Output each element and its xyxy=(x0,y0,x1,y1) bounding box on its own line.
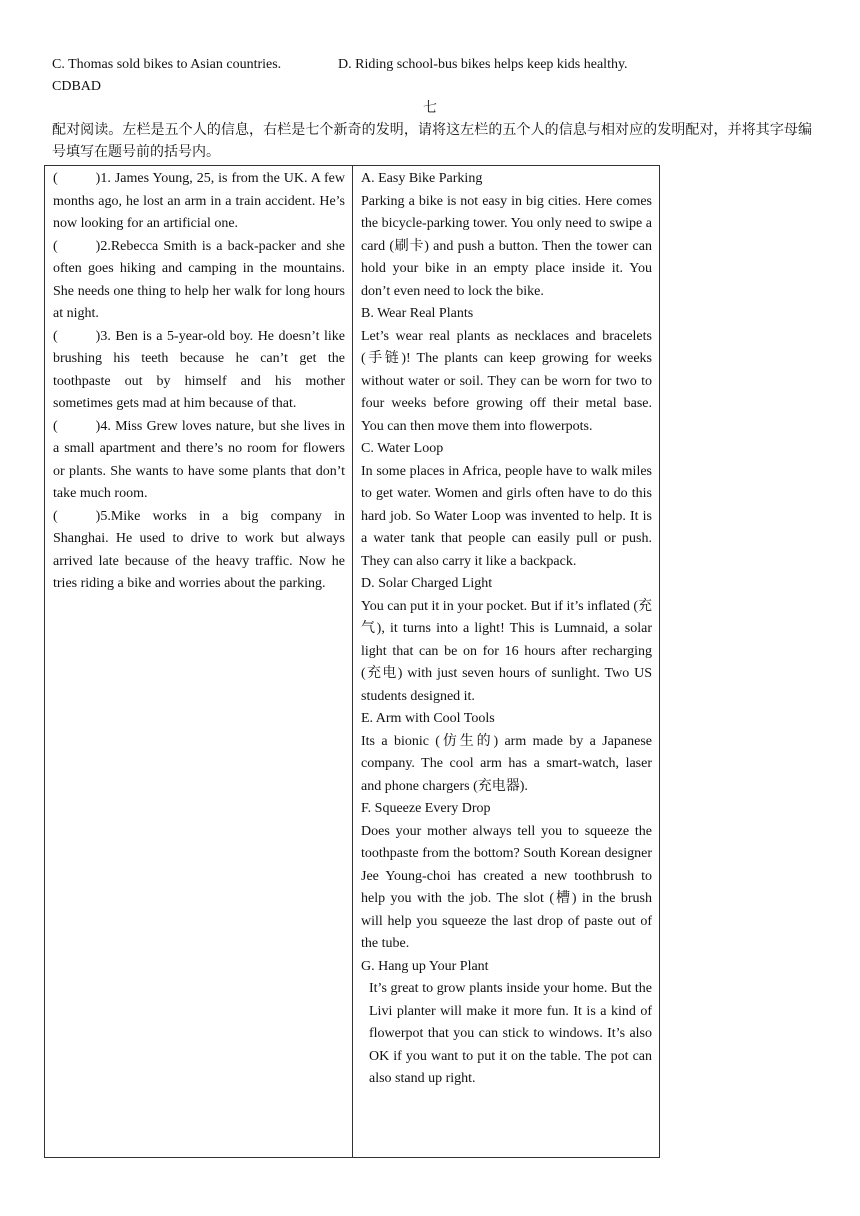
invention-text: Parking a bike is not easy in big cities. Here comes the bicycle-parking tower. You only need to swipe a card (刷卡) and push a button. Then the tower can hold your bike in an empty place inside it. You don’t even need to lock the bike. xyxy=(361,193,652,299)
question-number: )5. xyxy=(95,508,111,524)
answer-bracket-open: ( xyxy=(53,508,58,524)
option-d: D. Riding school-bus bikes helps keep kids healthy. xyxy=(338,57,628,72)
answer-bracket-open: ( xyxy=(53,238,58,254)
answer-bracket-open: ( xyxy=(53,171,58,186)
invention-title: B. Wear Real Plants xyxy=(361,306,474,321)
person-text: Miss Grew loves nature, but she lives in a small apartment and there’s no room for flowers or plants. She wants to have some plants that don’t take much room. xyxy=(53,418,346,501)
person-text: Rebecca Smith is a back-packer and she often goes hiking and camping in the mountains. She needs one thing to help her walk for long hours at night. xyxy=(53,238,345,321)
section-number: 七 xyxy=(423,101,437,116)
inventions-column xyxy=(353,166,660,1158)
invention-text: Does your mother always tell you to squeeze the toothpaste from the bottom? South Korean designer Jee Young-choi has created a new toothbrush to help you with the job. The slot (槽) in the brush will help you squeeze the last drop of paste out of the tube. xyxy=(361,823,652,951)
question-number: )4. xyxy=(95,418,111,434)
answer-bracket-open: ( xyxy=(53,418,58,434)
invention-title: A. Easy Bike Parking xyxy=(361,171,483,186)
question-number: )1. xyxy=(95,171,111,186)
option-c: C. Thomas sold bikes to Asian countries. xyxy=(52,57,282,72)
invention-text: You can put it in your pocket. But if it’s inflated (充气), it turns into a light! This is Lumnaid, a solar light that can be on for 16 hours after recharging (充电) with just seven hours of sunlight. Two US students designed it. xyxy=(361,598,652,704)
answer-key: CDBAD xyxy=(52,79,102,94)
invention-title: E. Arm with Cool Tools xyxy=(361,711,495,726)
person-item xyxy=(53,168,345,236)
section-instructions: 配对阅读。左栏是五个人的信息，右栏是七个新奇的发明，请将这左栏的五个人的信息与相对应的发明配对，并将其字母编号填写在题号前的括号内。 xyxy=(52,123,812,160)
invention-title: G. Hang up Your Plant xyxy=(361,958,489,974)
matching-table xyxy=(44,165,660,1158)
invention-title: F. Squeeze Every Drop xyxy=(361,801,491,816)
person-item xyxy=(53,236,345,326)
invention-text: Its a bionic (仿生的) arm made by a Japanese company. The cool arm has a smart-watch, laser and phone chargers (充电器). xyxy=(361,733,652,794)
question-number: )2. xyxy=(95,238,111,254)
person-text: Ben is a 5-year-old boy. He doesn’t like brushing his teeth because he can’t get the toothpaste out by himself and his mother sometimes gets mad at him because of that. xyxy=(53,328,346,411)
person-item xyxy=(53,416,345,506)
invention-text: In some places in Africa, people have to walk miles to get water. Women and girls often have to do this hard job. So Water Loop was invented to help. It is a water tank that people can easily pull or push. They can also carry it like a backpack. xyxy=(361,463,652,569)
person-text: Mike works in a big company in Shanghai. He used to drive to work but always arrived late because of the heavy traffic. Now he tries riding a bike and worries about the parking. xyxy=(53,508,345,591)
person-item xyxy=(53,326,345,416)
answer-bracket-open: ( xyxy=(53,328,58,344)
invention-title: C. Water Loop xyxy=(361,441,444,456)
invention-title: D. Solar Charged Light xyxy=(361,576,493,591)
person-text: James Young, 25, is from the UK. A few months ago, he lost an arm in a train accident. He’s now looking for an artificial one. xyxy=(53,171,345,231)
people-column xyxy=(45,166,353,1158)
person-item xyxy=(53,506,345,596)
invention-text: Let’s wear real plants as necklaces and bracelets (手链)! The plants can keep growing for weeks without water or soil. They can be worn for two to four weeks before growing off their metal base. You can then move them into flowerpots. xyxy=(361,328,652,434)
invention-text: It’s great to grow plants inside your home. But the Livi planter will make it more fun. It is a kind of flowerpot that you can stick to windows. It’s also OK if you want to put it on the table. The pot can also stand up right. xyxy=(369,981,652,1086)
question-number: )3. xyxy=(95,328,111,344)
